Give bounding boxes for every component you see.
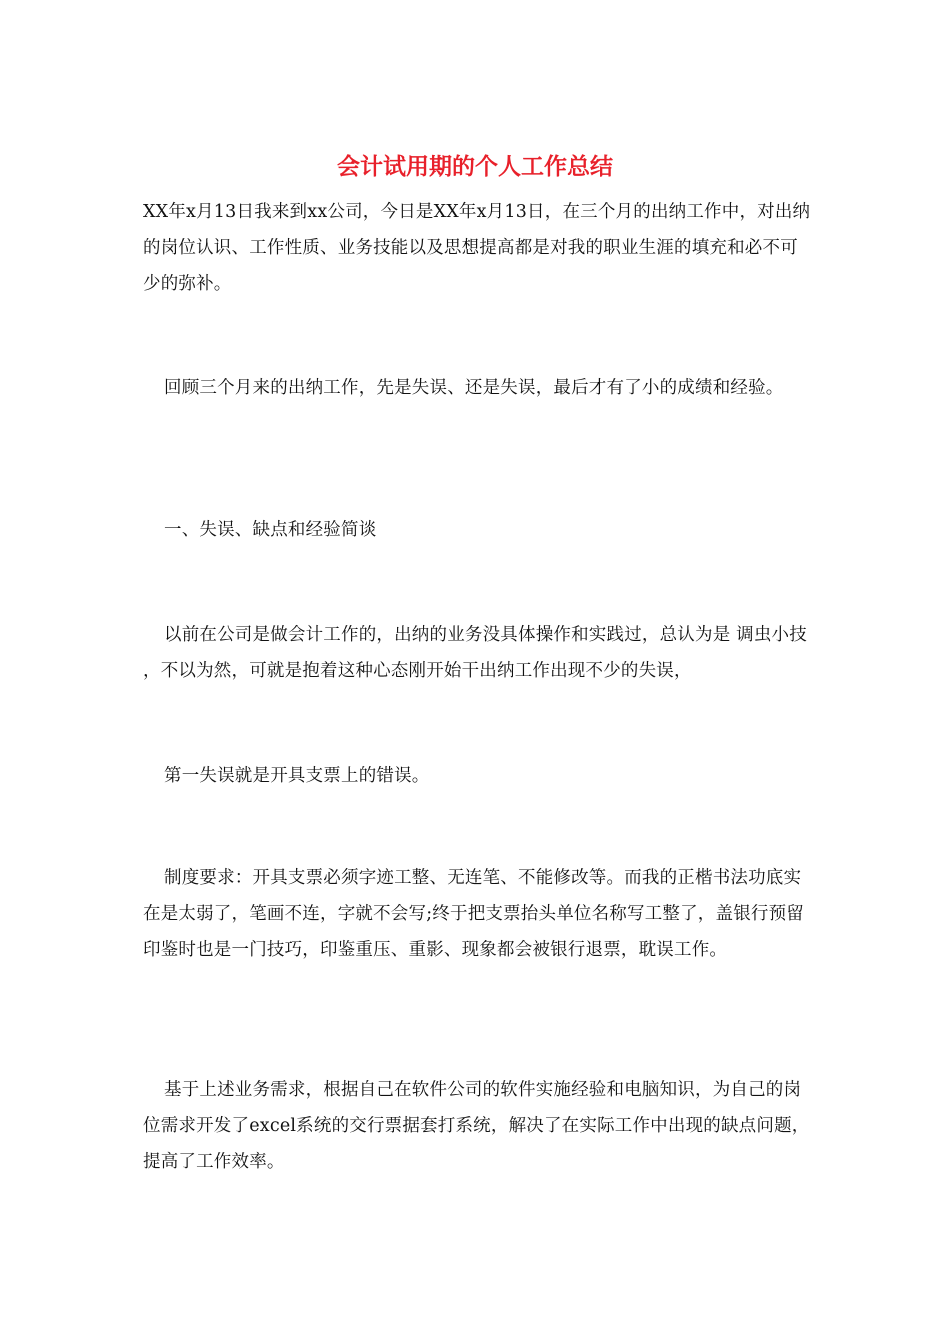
section-heading-mistakes: 一、失误、缺点和经验简谈 (164, 520, 377, 540)
paragraph-first-mistake: 第一失误就是开具支票上的错误。 (164, 766, 430, 786)
paragraph-solution: 基于上述业务需求，根据自己在软件公司的软件实施经验和电脑知识，为自己的岗位需求开发了excel系统的交行票据套打系统，解决了在实际工作中出现的缺点问题，提高了工作效率。 (143, 1080, 810, 1172)
paragraph-intro: XX年x月13日我来到xx公司，今日是XX年x月13日，在三个月的出纳工作中，对出纳的岗位认识、工作性质、业务技能以及思想提高都是对我的职业生涯的填充和必不可少的弥补。 (143, 202, 811, 294)
paragraph-previous-work: 以前在公司是做会计工作的，出纳的业务没具体操作和实践过，总认为是 调虫小技 ，不以为然，可就是抱着这种心态刚开始干出纳工作出现不少的失误， (143, 625, 807, 681)
document-title: 会计试用期的个人工作总结 (337, 154, 613, 180)
paragraph-review: 回顾三个月来的出纳工作，先是失误、还是失误，最后才有了小的成绩和经验。 (164, 378, 784, 398)
paragraph-rules: 制度要求：开具支票必须字迹工整、无连笔、不能修改等。而我的正楷书法功底实在是太弱了，笔画不连，字就不会写;终于把支票抬头单位名称写工整了，盖银行预留印鉴时也是一门技巧，印鉴重压、重影、现象都会被银行退票，耽误工作。 (143, 868, 804, 960)
